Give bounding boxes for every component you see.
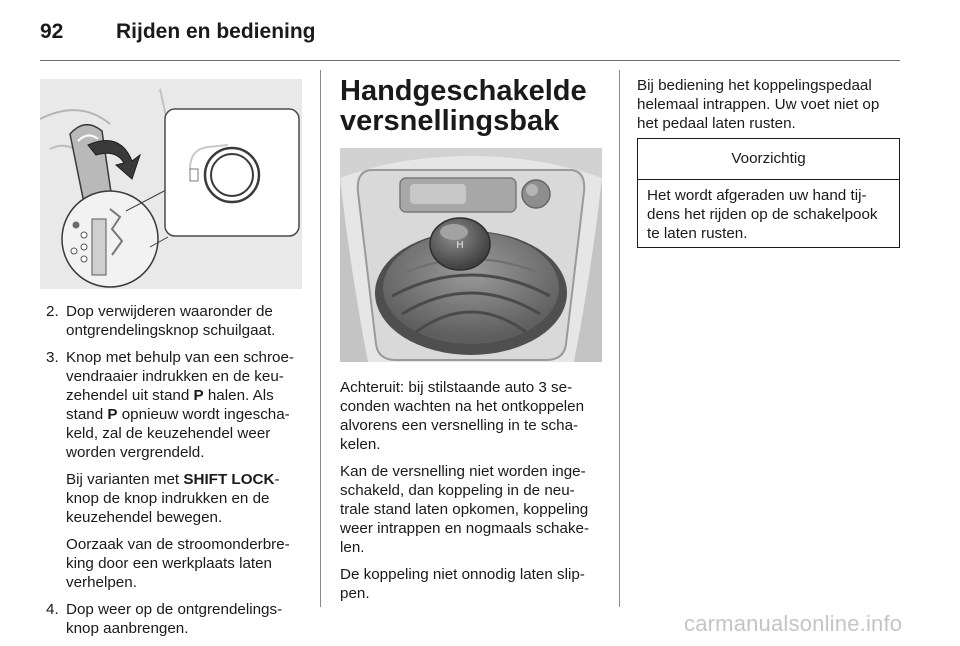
page-number: 92 <box>40 20 64 43</box>
page-header-title: Rijden en bediening <box>116 20 316 43</box>
caution-text: Het wordt afgeraden uw hand tij-dens het rijden op de schakelpook te laten rusten. <box>647 187 878 242</box>
body-paragraph: De koppeling niet onnodig laten slip-pen. <box>340 566 585 602</box>
list-number: 3. <box>46 349 59 366</box>
list-subparagraph: Oorzaak van de stroomonderbre-king door een werkplaats laten verhelpen. <box>66 536 290 591</box>
list-item <box>40 348 302 592</box>
list-item <box>40 302 302 340</box>
body-paragraph: Bij bediening het koppelingspedaal helemaal intrappen. Uw voet niet op het pedaal laten rusten. <box>637 77 880 132</box>
body-paragraph: Kan de versnelling niet worden inge-schakeld, dan koppeling in de neu-trale stand laten opkomen, koppeling weer intrappen en nogmaals schake-len. <box>340 463 590 556</box>
caution-box <box>637 138 900 248</box>
header-rule <box>40 60 900 61</box>
gear-position-p: P <box>193 387 204 404</box>
column-divider-right <box>619 70 620 607</box>
list-text: Bij varianten met <box>66 471 184 488</box>
list-text: opnieuw wordt ingescha-keld, zal de keuzehendel weer worden vergrendeld. <box>66 406 290 461</box>
watermark: carmanualsonline.info <box>684 611 903 636</box>
shift-lock-illustration <box>40 79 302 289</box>
column-divider-left <box>320 70 321 607</box>
list-text: halen. Als stand <box>66 387 274 423</box>
list-number: 2. <box>46 303 59 320</box>
shift-lock-label: SHIFT LOCK <box>183 471 275 488</box>
list-text: Knop met behulp van een schroe-vendraaier indrukken en de keu-zehendel uit stand <box>66 349 294 404</box>
middle-column-text <box>340 378 602 611</box>
list-text: Dop weer op de ontgrendelings-knop aanbrengen. <box>66 601 283 637</box>
list-number: 4. <box>46 601 59 618</box>
left-column-text <box>40 302 302 646</box>
gear-position-p: P <box>107 406 118 423</box>
list-item <box>40 600 302 638</box>
list-text: Dop verwijderen waaronder de ontgrendelingsknop schuilgaat. <box>66 303 276 339</box>
list-subparagraph <box>66 470 302 527</box>
body-paragraph: Achteruit: bij stilstaande auto 3 se-conden wachten na het ontkoppelen alvorens een versnelling in te scha-kelen. <box>340 379 585 453</box>
caution-heading: Voorzichtig <box>638 139 899 180</box>
svg-text:H: H <box>456 240 464 251</box>
manual-gearshift-illustration <box>340 148 602 362</box>
section-heading: Handgeschakelde versnellingsbak <box>340 75 587 137</box>
right-column-text <box>637 76 900 133</box>
instruction-list <box>40 302 302 638</box>
list-text: -knop de knop indrukken en de keuzehendel bewegen. <box>66 471 280 526</box>
